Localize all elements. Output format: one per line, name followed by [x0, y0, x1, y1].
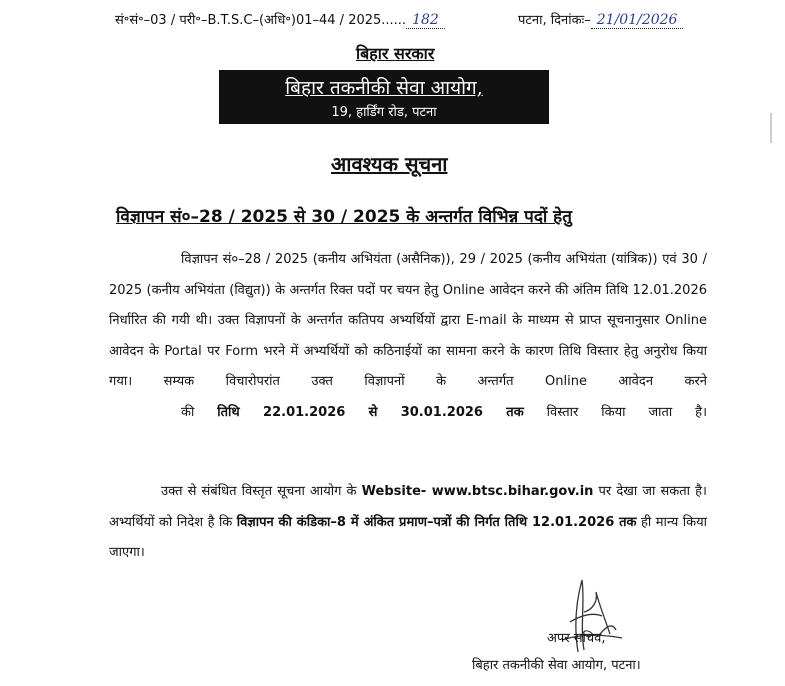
paragraph2-mid: पर देखा जा सकता है। अभ्यर्थियों को निदेश है कि [109, 484, 707, 530]
signature-scribble [540, 572, 640, 667]
paragraph2-post: ही मान्य किया जाएगा। [109, 514, 707, 561]
signatory-office: बिहार तकनीकी सेवा आयोग, पटना। [472, 658, 641, 673]
reference-number [115, 10, 445, 28]
extended-dates: तिथि 22.01.2026 से 30.01.2026 तक [217, 404, 524, 420]
notice-title: आवश्यक सूचना [331, 152, 448, 176]
paragraph-website-info [109, 477, 707, 569]
date-prefix: पटना, दिनांकः– [518, 13, 591, 28]
paragraph2-pre: उक्त से संबंधित विस्तृत सूचना आयोग के [161, 484, 362, 499]
website-link[interactable]: Website- www.btsc.bihar.gov.in [361, 484, 594, 499]
government-heading: बिहार सरकार [356, 44, 435, 63]
date-handwritten: 21/01/2026 [591, 12, 684, 29]
commission-banner [219, 70, 549, 124]
reference-prefix: सं॰सं॰–03 / परी॰–B.T.S.C–(अधि॰)01–44 / 2025...... [115, 13, 407, 28]
paragraph1-last-line [109, 398, 707, 429]
paragraph-extension-notice [109, 245, 707, 429]
paragraph1-body: विज्ञापन सं०–28 / 2025 (कनीय अभियंता (असैनिक)), 29 / 2025 (कनीय अभियंता (यांत्रिक)) एवं 30 / 2025 (कनीय अभियंता (विद्युत)) के अन्तर्गत रिक्त पदों पर चयन हेतु Online आवेदन करने की अंतिम तिथि 12.01.2026 निर्धारित की गयी थी। उक्त विज्ञापनों के अन्तर्गत कतिपय अभ्यर्थियों द्वारा E-mail के माध्यम से प्राप्त सूचनानुसार Online आवेदन के Portal पर Form भरने में अभ्यर्थियों को कठिनाईयों का सामना करने के कारण तिथि विस्तार हेतु अनुरोध किया गया। सम्यक विचारोपरांत उक्त विज्ञापनों के अन्तर्गत Online आवेदन करने [109, 252, 707, 390]
certificate-clause: विज्ञापन की कंडिका–8 में अंकित प्रमाण–पत्रों की निर्गत तिथि 12.01.2026 तक [236, 514, 637, 530]
commission-name: बिहार तकनीकी सेवा आयोग, [285, 77, 483, 99]
scan-edge-mark [770, 113, 772, 143]
commission-address: 19, हार्डिंग रोड, पटना [331, 105, 437, 120]
paragraph1-last-pre: की [181, 404, 218, 420]
reference-handwritten-number: 182 [406, 12, 445, 29]
issue-date [518, 10, 683, 28]
paragraph1-last-post: विस्तार किया जाता है। [523, 404, 707, 420]
subject-line: विज्ञापन सं०–28 / 2025 से 30 / 2025 के अन्तर्गत विभिन्न पदों हेतु [116, 207, 572, 227]
signatory-designation: अपर सचिव, [547, 631, 606, 646]
